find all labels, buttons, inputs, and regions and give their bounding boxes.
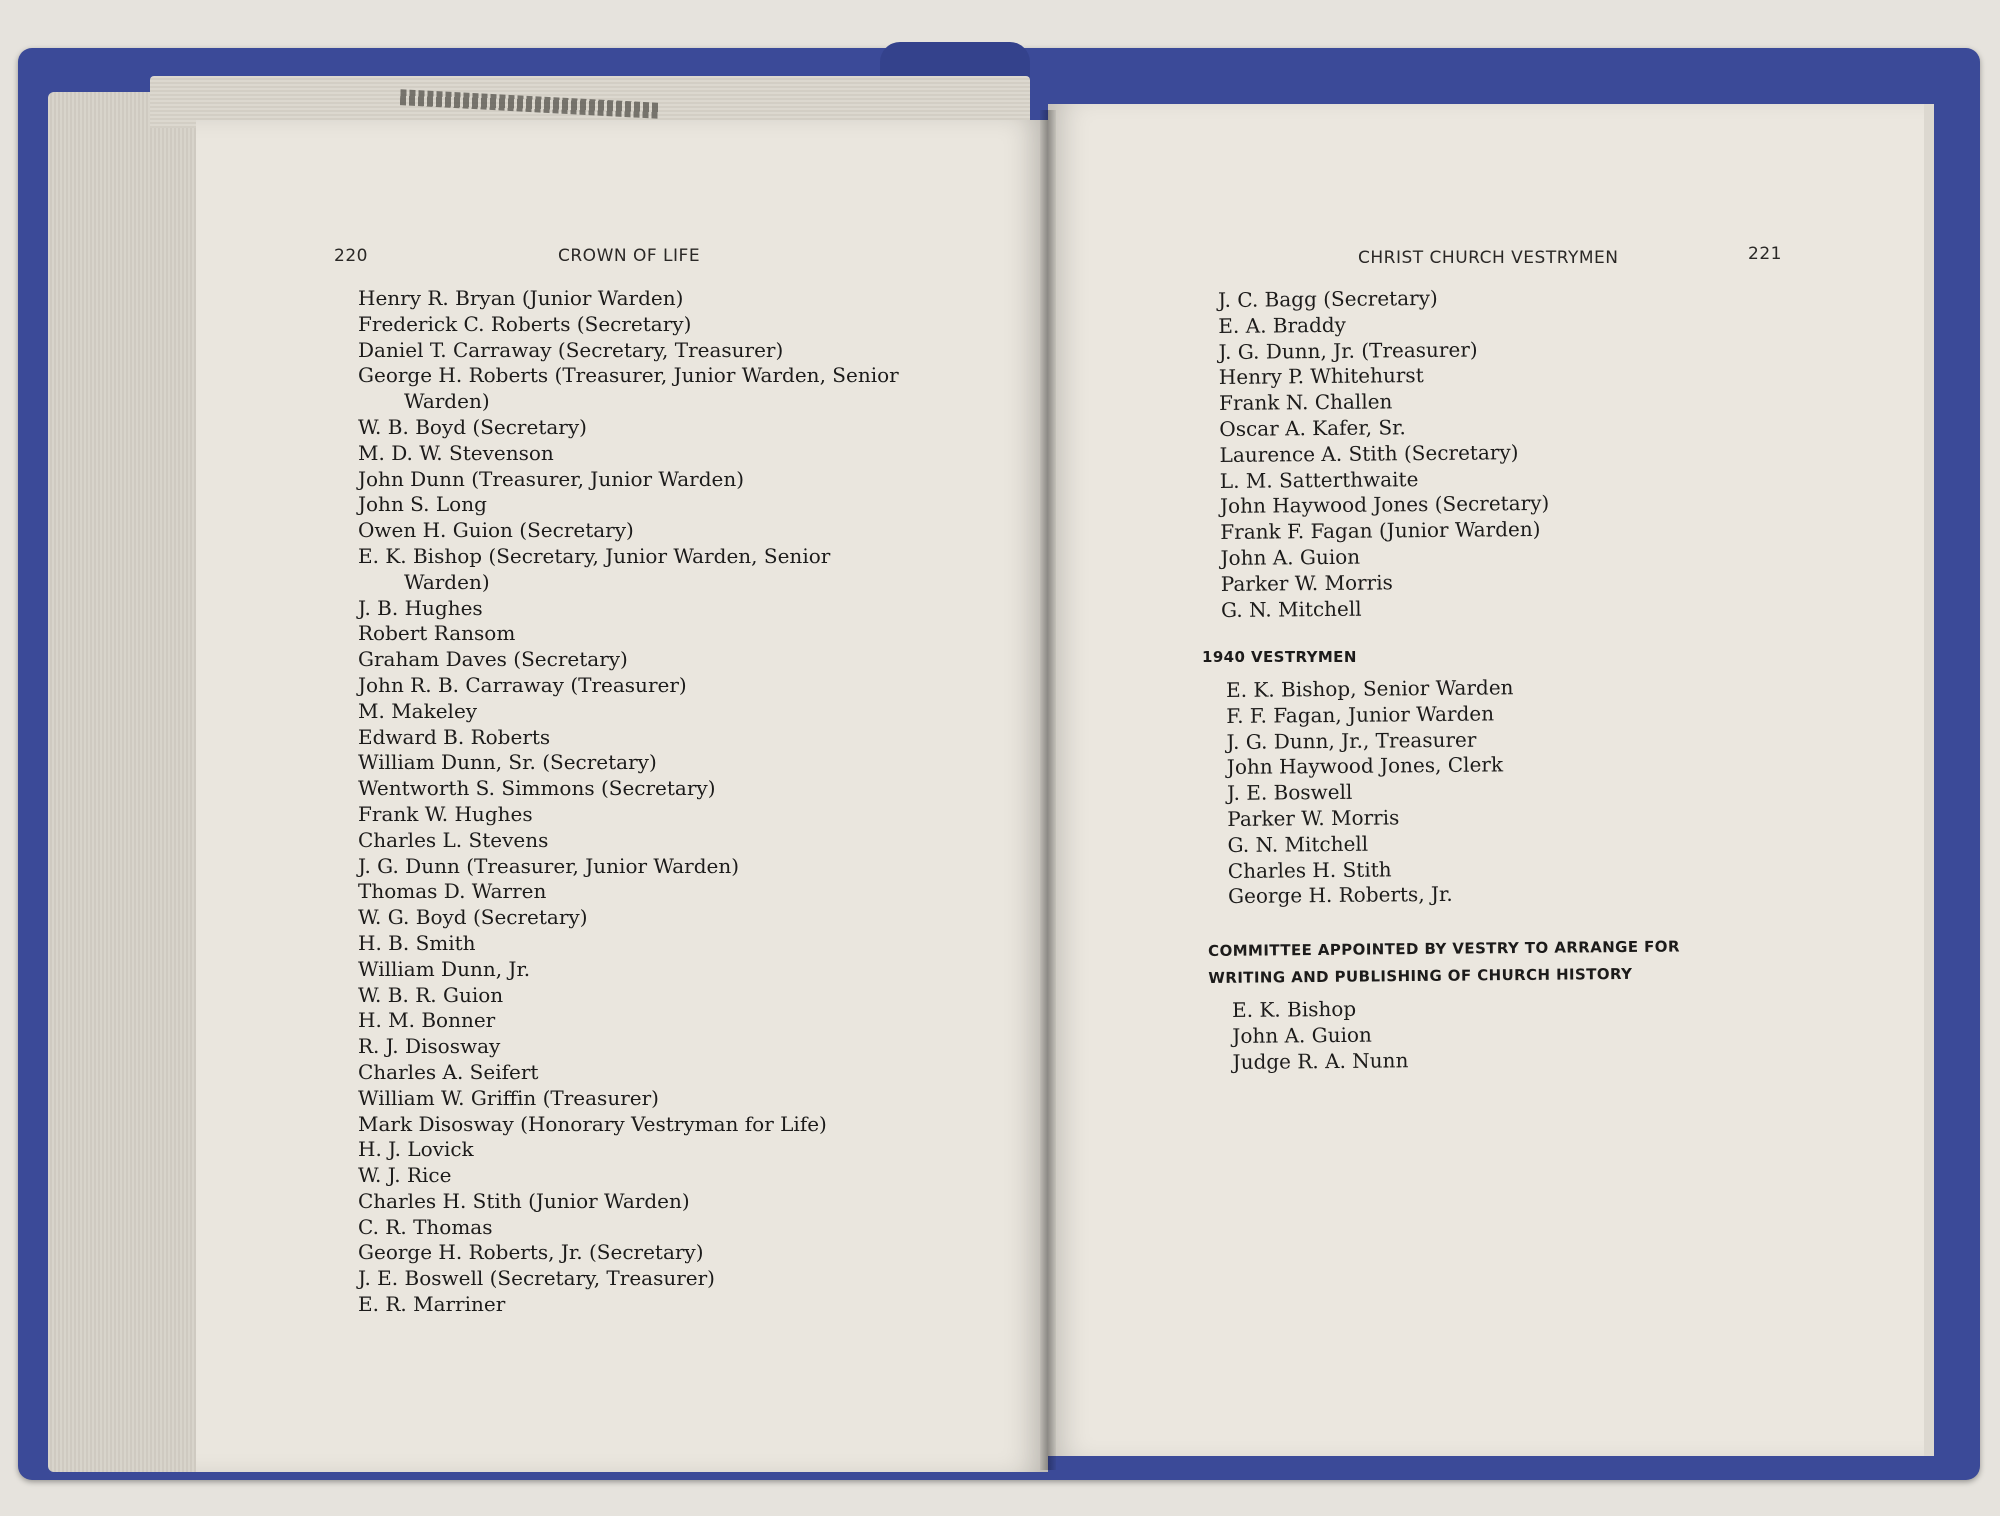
list-item-continuation: Warden)	[404, 569, 490, 594]
list-item: W. J. Rice	[358, 1163, 452, 1188]
list-item: Parker W. Morris	[1227, 805, 1400, 831]
list-item: J. C. Bagg (Secretary)	[1218, 285, 1438, 312]
list-item: Charles H. Stith (Junior Warden)	[358, 1188, 690, 1213]
list-item: William Dunn, Sr. (Secretary)	[358, 750, 657, 775]
list-item: John Haywood Jones (Secretary)	[1219, 491, 1550, 519]
vestrymen-1940-list	[1226, 675, 1516, 910]
list-item: George H. Roberts, Jr.	[1227, 882, 1453, 909]
list-item: H. M. Bonner	[358, 1008, 496, 1033]
committee-heading-line-1: COMMITTEE APPOINTED BY VESTRY TO ARRANGE FOR	[1208, 937, 1680, 960]
list-item: Henry P. Whitehurst	[1218, 363, 1424, 390]
right-running-head: CHRIST CHURCH VESTRYMEN	[1358, 248, 1619, 268]
list-item: H. B. Smith	[358, 930, 476, 955]
list-item: Parker W. Morris	[1220, 570, 1393, 596]
list-item: Judge R. A. Nunn	[1232, 1047, 1409, 1074]
list-item: Laurence A. Stith (Secretary)	[1219, 439, 1519, 467]
list-item: W. B. Boyd (Secretary)	[358, 414, 587, 439]
list-item: William Dunn, Jr.	[358, 956, 531, 981]
list-item-continuation: Warden)	[404, 389, 490, 414]
vestrymen-list-continued	[1218, 285, 1550, 624]
list-item: J. B. Hughes	[358, 595, 483, 620]
list-item: Wentworth S. Simmons (Secretary)	[358, 776, 716, 801]
page-edges-left	[48, 92, 218, 1472]
list-item: Graham Daves (Secretary)	[358, 647, 628, 672]
list-item: Robert Ransom	[358, 621, 516, 646]
committee-heading-line-2: WRITING AND PUBLISHING OF CHURCH HISTORY	[1208, 964, 1633, 987]
list-item: M. D. W. Stevenson	[358, 440, 554, 465]
list-item: Owen H. Guion (Secretary)	[358, 518, 634, 543]
list-item: Frank N. Challen	[1218, 389, 1393, 416]
list-item: John S. Long	[358, 492, 487, 517]
list-item: H. J. Lovick	[358, 1137, 474, 1162]
list-item: Frank F. Fagan (Junior Warden)	[1220, 517, 1541, 545]
section-heading-1940: 1940 VESTRYMEN	[1202, 648, 1357, 666]
list-item: Charles A. Seifert	[358, 1059, 539, 1084]
list-item: Frederick C. Roberts (Secretary)	[358, 311, 692, 336]
list-item: John A. Guion	[1232, 1022, 1372, 1048]
list-item: C. R. Thomas	[358, 1214, 493, 1239]
vestrymen-list	[358, 286, 899, 1318]
list-item: F. F. Fagan, Junior Warden	[1226, 701, 1495, 728]
committee-heading	[1208, 933, 1680, 992]
list-item: W. G. Boyd (Secretary)	[358, 905, 588, 930]
list-item: E. A. Braddy	[1218, 312, 1347, 338]
list-item: George H. Roberts, Jr. (Secretary)	[358, 1240, 704, 1265]
list-item: Charles L. Stevens	[358, 827, 549, 852]
book-gutter	[1040, 110, 1056, 1470]
list-item: E. K. Bishop	[1232, 996, 1357, 1022]
list-item: J. G. Dunn, Jr., Treasurer	[1226, 727, 1477, 754]
list-item: G. N. Mitchell	[1227, 831, 1369, 857]
list-item: L. M. Satterthwaite	[1219, 466, 1419, 493]
list-item: John A. Guion	[1220, 544, 1361, 570]
list-item: Frank W. Hughes	[358, 801, 533, 826]
list-item: Edward B. Roberts	[358, 724, 551, 749]
list-item: William W. Griffin (Treasurer)	[358, 1085, 659, 1110]
list-item: Thomas D. Warren	[358, 879, 547, 904]
list-item: J. G. Dunn, Jr. (Treasurer)	[1218, 337, 1478, 364]
list-item: Mark Disosway (Honorary Vestryman for Life)	[358, 1111, 827, 1136]
list-item: M. Makeley	[358, 698, 478, 723]
list-item: J. G. Dunn (Treasurer, Junior Warden)	[358, 853, 740, 878]
list-item: G. N. Mitchell	[1220, 596, 1362, 622]
list-item: E. K. Bishop (Secretary, Junior Warden, Senior	[358, 543, 831, 568]
left-page-number: 220	[334, 246, 368, 266]
committee-list	[1232, 996, 1409, 1075]
list-item: J. E. Boswell	[1226, 779, 1353, 806]
left-running-head: CROWN OF LIFE	[558, 246, 701, 266]
list-item: R. J. Disosway	[358, 1034, 501, 1059]
list-item: E. K. Bishop, Senior Warden	[1226, 675, 1514, 702]
list-item: W. B. R. Guion	[358, 982, 504, 1007]
list-item: George H. Roberts (Treasurer, Junior Warden, Senior	[358, 363, 899, 388]
list-item: John Dunn (Treasurer, Junior Warden)	[358, 466, 745, 491]
list-item: E. R. Marriner	[358, 1292, 506, 1317]
list-item: John Haywood Jones, Clerk	[1226, 752, 1504, 780]
left-page	[196, 120, 1048, 1472]
list-item: John R. B. Carraway (Treasurer)	[358, 672, 687, 697]
list-item: J. E. Boswell (Secretary, Treasurer)	[358, 1266, 715, 1291]
list-item: Henry R. Bryan (Junior Warden)	[358, 286, 684, 310]
list-item: Charles H. Stith	[1227, 856, 1392, 883]
list-item: Oscar A. Kafer, Sr.	[1219, 415, 1406, 441]
list-item: Daniel T. Carraway (Secretary, Treasurer)	[358, 337, 784, 362]
right-page	[1048, 104, 1934, 1456]
right-page-number: 221	[1748, 244, 1782, 264]
